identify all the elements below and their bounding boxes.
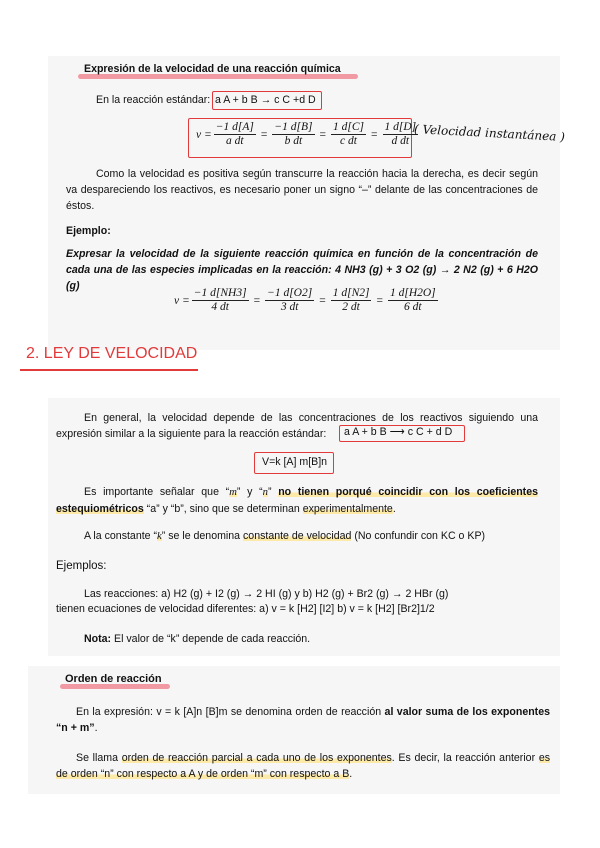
eq-term-a: $\frac{-1 d[A]}{\text{a dt}}$: [215, 121, 254, 147]
rate-law-formula: V=k [A] m[B]n: [262, 456, 328, 468]
section-title: Expresión de la velocidad de una reacción química: [84, 63, 341, 75]
partial-order-definition: Se llama orden de reacción parcial a cada uno de los exponentes. Es decir, la reacción anterior es de orden “n” con respecto a A y de orden “m” con respecto a B.: [56, 752, 551, 780]
example-label: Ejemplo:: [66, 225, 111, 237]
rate-equation: v = $\frac{-1 d[A]}{\text{a dt}}$ = $\frac{-1 d[B]}{\text{b dt}}$ = $\frac{1 d[C]}{\text{c dt}}$ = $\frac{1 d[D]}{\text{d dt}}$: [196, 121, 417, 147]
eq-v: v =: [196, 128, 212, 141]
standard-reaction: a A + b B → c C +d D: [215, 94, 316, 106]
eq-term-d: $\frac{1 d[D]}{\text{d dt}}$: [384, 121, 417, 147]
exponents-note: Es importante señalar que “m” y “n” no tienen porqué coincidir con los coeficientes estequiométricos “a” y “b”, sino que se determinan experimentalmente.: [56, 486, 538, 515]
example-rate-equations: tienen ecuaciones de velocidad diferentes: a) v = k [H2] [I2] b) v = k [H2] [Br2]1/2: [56, 603, 435, 615]
eq-term-b: $\frac{-1 d[B]}{\text{b dt}}$: [274, 121, 313, 147]
sign-explanation: Como la velocidad es positiva según transcurre la reacción hacia la derecha, es decir según va despareciendo los reactivos, es necesario poner un signo “–” delante de las concentraciones de éstos.: [66, 168, 538, 212]
ex-term-o2: $\frac{-1 d[O2]}{3 dt}$: [267, 287, 313, 313]
example-reactions: Las reacciones: a) H2 (g) + I2 (g) → 2 HI (g) y b) H2 (g) + Br2 (g) → 2 HBr (g): [84, 588, 449, 600]
ex-term-h2o: $\frac{1 d[H2O]}{6 dt}$: [389, 287, 436, 313]
ex-v: v =: [174, 294, 190, 307]
heading-underline: [20, 369, 198, 371]
reaction-intro: En la reacción estándar:: [96, 94, 211, 106]
section-heading-rate-law: 2. LEY DE VELOCIDAD: [26, 345, 198, 362]
order-title: Orden de reacción: [65, 673, 162, 685]
note: Nota: El valor de “k” depende de cada reacción.: [84, 633, 311, 645]
reaction-order-definition: En la expresión: v = k [A]n [B]m se denomina orden de reacción al valor suma de los exponentes “n + m”.: [56, 706, 550, 734]
rate-law-intro: En general, la velocidad depende de las concentraciones de los reactivos siguiendo una expresión similar a la siguiente para la reacción estándar:: [56, 412, 538, 440]
ex-term-n2: $\frac{1 d[N2]}{2 dt}$: [332, 287, 370, 313]
eq-term-c: $\frac{1 d[C]}{\text{c dt}}$: [333, 121, 364, 147]
examples-label: Ejemplos:: [56, 560, 107, 572]
example-equation: v = $\frac{-1 d[NH3]}{4 dt}$ = $\frac{-1 d[O2]}{3 dt}$ = $\frac{1 d[N2]}{2 dt}$ = $\frac{1 d[H2O]}{6 dt}$: [174, 287, 436, 313]
example-text: Expresar la velocidad de la siguiente reacción química en función de la concentración de cada una de las especies implicadas en la reacción: 4 NH3 (g) + 3 O2 (g) → 2 N2 (g) + 6 H2O (g): [66, 248, 538, 292]
ex-term-nh3: $\frac{-1 d[NH3]}{4 dt}$: [193, 287, 247, 313]
rate-law-reaction: a A + b B ⟶ c C + d D: [344, 426, 453, 438]
rate-constant-text: A la constante “k” se le denomina constante de velocidad (No confundir con KC o KP): [84, 530, 486, 542]
handwritten-note: ( Velocidad instantánea ): [413, 122, 566, 144]
